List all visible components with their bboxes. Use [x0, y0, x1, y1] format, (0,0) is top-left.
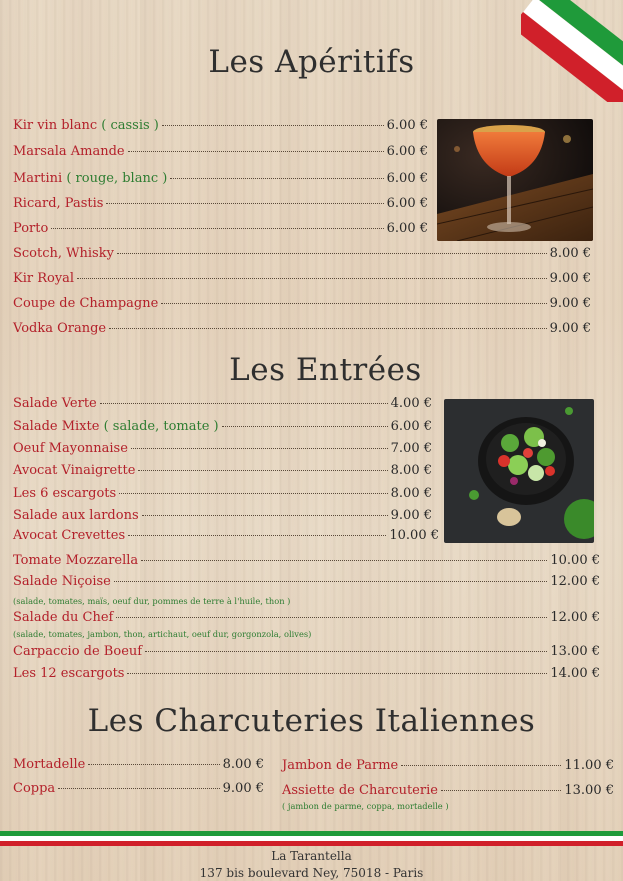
- item-name: Kir Royal: [13, 271, 75, 286]
- item-name: Kir vin blanc: [13, 118, 98, 133]
- item-name: Avocat Vinaigrette: [13, 463, 136, 478]
- aperitifs-title: Les Apéritifs: [208, 44, 415, 80]
- restaurant-name: La Tarantella: [271, 849, 352, 863]
- item-price: 6.00 €: [386, 144, 428, 159]
- item-name: Salade Mixte: [13, 419, 100, 434]
- menu-item-salade-nicoise: [13, 574, 600, 594]
- menu-item-marsala-amande: [13, 144, 428, 164]
- menu-item-coppa: [13, 781, 264, 801]
- menu-item-carpaccio-boeuf: [13, 644, 600, 664]
- item-price: 8.00 €: [222, 757, 264, 772]
- footer-red-stripe: [0, 841, 623, 846]
- item-price: 8.00 €: [549, 246, 591, 261]
- item-price: 10.00 €: [389, 528, 439, 543]
- leader-dots: [127, 673, 547, 674]
- menu-item-salade-lardons: [13, 508, 432, 528]
- leader-dots: [138, 470, 387, 471]
- item-price: 13.00 €: [550, 644, 600, 659]
- menu-item-mortadelle: [13, 757, 264, 777]
- menu-item-avocat-crevettes: [13, 528, 439, 548]
- item-name: Porto: [13, 221, 49, 236]
- item-name: Vodka Orange: [13, 321, 107, 336]
- menu-item-salade-du-chef: [13, 610, 600, 630]
- item-name: Carpaccio de Boeuf: [13, 644, 143, 659]
- item-price: 8.00 €: [390, 463, 432, 478]
- leader-dots: [77, 278, 547, 279]
- item-price: 12.00 €: [550, 574, 600, 589]
- item-name: Coppa: [13, 781, 56, 796]
- menu-item-12-escargots: [13, 666, 600, 686]
- leader-dots: [114, 581, 548, 582]
- charcuteries-title: Les Charcuteries Italiennes: [87, 703, 536, 739]
- item-name: Mortadelle: [13, 757, 86, 772]
- cocktail-photo: [437, 119, 593, 241]
- menu-item-kir-royal: [13, 271, 591, 291]
- leader-dots: [441, 790, 561, 791]
- item-price: 8.00 €: [390, 486, 432, 501]
- item-price: 6.00 €: [386, 118, 428, 133]
- entrees-title: Les Entrées: [229, 352, 422, 388]
- leader-dots: [142, 515, 388, 516]
- item-name: Tomate Mozzarella: [13, 553, 139, 568]
- leader-dots: [88, 764, 219, 765]
- item-name: Jambon de Parme: [282, 758, 399, 773]
- item-name: Avocat Crevettes: [13, 528, 126, 543]
- item-price: 7.00 €: [390, 441, 432, 456]
- salade-du-chef-description: (salade, tomates, jambon, thon, artichaut, oeuf dur, gorgonzola, olives): [13, 629, 312, 639]
- item-name: Scotch, Whisky: [13, 246, 114, 261]
- item-name: Oeuf Mayonnaise: [13, 441, 128, 456]
- menu-item-oeuf-mayonnaise: [13, 441, 432, 461]
- item-price: 6.00 €: [386, 196, 428, 211]
- menu-item-kir-vin-blanc: [13, 118, 428, 138]
- leader-dots: [401, 765, 561, 766]
- leader-dots: [58, 788, 219, 789]
- menu-item-vodka-orange: [13, 321, 591, 341]
- menu-item-salade-mixte: [13, 419, 432, 439]
- menu-item-avocat-vinaigrette: [13, 463, 432, 483]
- leader-dots: [141, 560, 547, 561]
- item-price: 6.00 €: [386, 221, 428, 236]
- item-name: Les 12 escargots: [13, 666, 125, 681]
- assiette-charcuterie-description: ( jambon de parme, coppa, mortadelle ): [282, 801, 449, 811]
- leader-dots: [51, 228, 383, 229]
- item-name: Martini: [13, 171, 63, 186]
- leader-dots: [106, 203, 383, 204]
- item-price: 12.00 €: [550, 610, 600, 625]
- restaurant-address: 137 bis boulevard Ney, 75018 - Paris: [199, 866, 424, 880]
- item-price: 14.00 €: [550, 666, 600, 681]
- leader-dots: [145, 651, 547, 652]
- item-name: Salade du Chef: [13, 610, 114, 625]
- item-price: 9.00 €: [222, 781, 264, 796]
- menu-item-salade-verte: [13, 396, 432, 416]
- item-note: ( cassis ): [97, 118, 159, 133]
- item-price: 9.00 €: [549, 296, 591, 311]
- item-name: Coupe de Champagne: [13, 296, 159, 311]
- menu-item-ricard-pastis: [13, 196, 428, 216]
- item-price: 13.00 €: [564, 783, 614, 798]
- menu-item-jambon-parme: [282, 758, 614, 778]
- leader-dots: [222, 426, 388, 427]
- salade-nicoise-description: (salade, tomates, maïs, oeuf dur, pommes de terre à l'huile, thon ): [13, 596, 291, 606]
- leader-dots: [128, 535, 386, 536]
- item-price: 11.00 €: [564, 758, 614, 773]
- item-price: 10.00 €: [550, 553, 600, 568]
- item-name: Les 6 escargots: [13, 486, 117, 501]
- item-note: ( salade, tomate ): [99, 419, 219, 434]
- salad-photo: [444, 399, 594, 543]
- item-price: 9.00 €: [390, 508, 432, 523]
- menu-item-martini: [13, 171, 428, 191]
- item-name: Salade aux lardons: [13, 508, 139, 523]
- item-note: ( rouge, blanc ): [62, 171, 168, 186]
- leader-dots: [161, 303, 546, 304]
- leader-dots: [116, 617, 547, 618]
- item-name: Salade Niçoise: [13, 574, 111, 589]
- leader-dots: [109, 328, 547, 329]
- leader-dots: [119, 493, 387, 494]
- leader-dots: [162, 125, 384, 126]
- item-name: Salade Verte: [13, 396, 97, 411]
- menu-item-scotch-whisky: [13, 246, 591, 266]
- leader-dots: [131, 448, 388, 449]
- menu-item-porto: [13, 221, 428, 241]
- menu-item-6-escargots: [13, 486, 432, 506]
- item-name: Ricard, Pastis: [13, 196, 104, 211]
- item-price: 9.00 €: [549, 271, 591, 286]
- menu-item-coupe-champagne: [13, 296, 591, 316]
- leader-dots: [128, 151, 384, 152]
- leader-dots: [170, 178, 383, 179]
- menu-item-tomate-mozzarella: [13, 553, 600, 573]
- leader-dots: [117, 253, 547, 254]
- item-name: Assiette de Charcuterie: [282, 783, 438, 798]
- item-price: 4.00 €: [390, 396, 432, 411]
- item-name: Marsala Amande: [13, 144, 125, 159]
- item-price: 9.00 €: [549, 321, 591, 336]
- item-price: 6.00 €: [386, 171, 428, 186]
- menu-item-assiette-charcuterie: [282, 783, 614, 803]
- item-price: 6.00 €: [390, 419, 432, 434]
- leader-dots: [100, 403, 388, 404]
